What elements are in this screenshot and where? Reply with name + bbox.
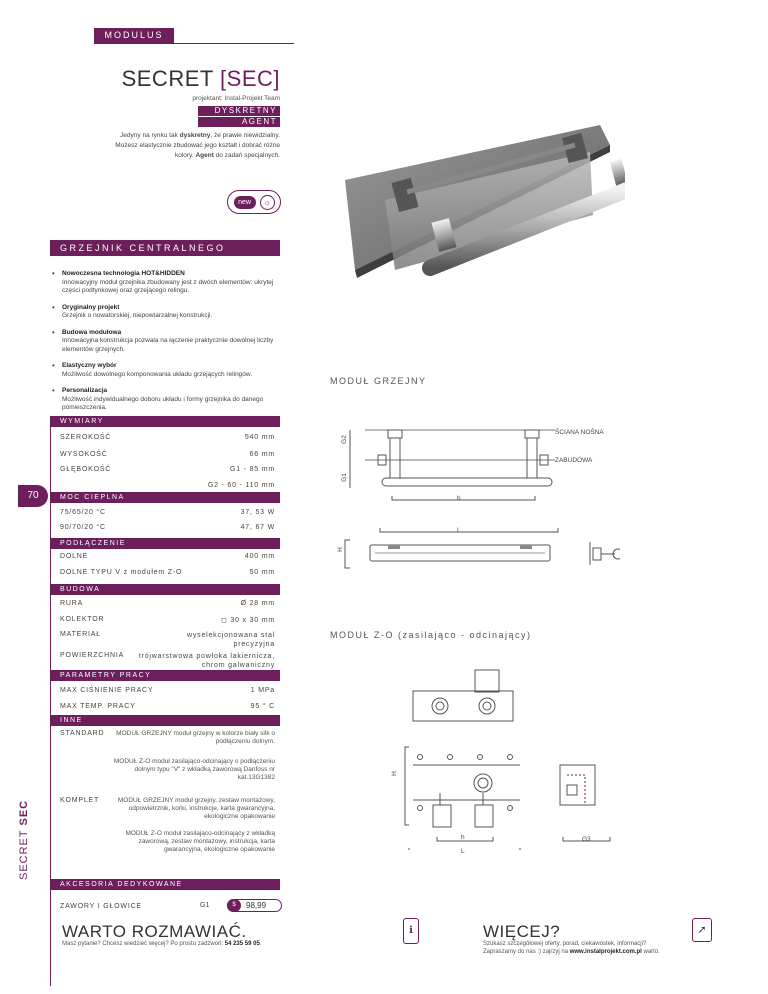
podlaczenie-header: PODŁĄCZENIE	[50, 538, 280, 549]
akcesoria-header: AKCESORIA DEDYKOWANE	[50, 879, 280, 890]
tag-dyskretny: DYSKRETNY	[198, 106, 280, 116]
modul-zo-diagram	[395, 665, 625, 850]
modul-grzejny-label: MODUŁ GRZEJNY	[330, 376, 427, 386]
feature-list	[50, 270, 282, 421]
g2-label: G2	[340, 435, 348, 444]
heating-section-header: GRZEJNIK CENTRALNEGO OGRZEWANIA	[50, 240, 280, 256]
website-link[interactable]: www.instalprojekt.com.pl	[569, 949, 642, 955]
komplet-item: MODUŁ GRZEJNY moduł grzejny, zestaw montażowy, odpowietrznik, korki, instrukcje, karta gwarancyjna, ekologiczne opakowanie	[117, 797, 275, 820]
wymiary-header: WYMIARY	[50, 416, 280, 427]
footer-left-title: WARTO ROZMAWIAĆ.	[62, 922, 247, 941]
g3-label: G3	[582, 836, 591, 843]
product-name: SECRET	[121, 66, 221, 91]
info-icon: ℹ	[403, 918, 419, 944]
parametry-header: PARAMETRY PRACY	[50, 670, 280, 681]
inne-header: INNE	[50, 715, 280, 726]
modul-zo-label: MODUŁ Z-O (zasilająco - odcinający)	[330, 630, 532, 640]
intro-text: Jedyny na rynku tak dyskretny, że prawie niewidzialny. Możesz elastycznie zbudować jego kształt i dobrać różne kolory. Agent do zadań specjalnych.	[115, 132, 280, 159]
komplet-item: MODUŁ Z-O moduł zasilająco-odcinający z wkładką zaworową, zestaw montażowy, instrukcja, karta gwarancyjna, ekologiczne opakowanie	[125, 830, 275, 853]
accessory-code: G1	[200, 902, 210, 909]
h-label-zo: h	[461, 834, 465, 841]
H-label-zo: H	[390, 771, 398, 776]
L-label-zo: L	[461, 848, 465, 855]
product-code: [SEC]	[220, 66, 280, 91]
price-tag: $ 98,99	[227, 899, 282, 912]
product-photo	[335, 120, 625, 300]
feature-item: • Nowoczesna technologia HOT&HIDDEN Innowacyjny moduł grzejnika zbudowany jest z dwóch elementów: ukrytej części podtynkowej oraz grzejącego relingu.	[50, 270, 282, 296]
product-title	[120, 66, 280, 92]
standard-item: MODUŁ Z-O moduł zasilająco-odcinający o podłączeniu dolnym typu "V" z wkładką zaworową Danfoss nr kat.13G1382	[113, 758, 275, 781]
footer-left-text: Masz pytanie? Chcesz wiedzieć więcej? Po prostu zadzwoń: 54 235 59 05.	[62, 941, 262, 947]
moc-header: MOC CIEPLNA	[50, 492, 280, 503]
footer-right-title: WIĘCEJ?	[483, 922, 561, 941]
zabudowa-label: ZABUDOWA	[555, 457, 593, 464]
footer-right-text1: Szukasz szczegółowej oferty, porad, ciekawostek, informacji?	[483, 941, 647, 947]
new-badge	[227, 190, 281, 214]
feature-item: • Elastyczny wybór Możliwość dowolnego komponowania układu grzejących relingów.	[50, 362, 282, 379]
budowa-header: BUDOWA	[50, 584, 280, 595]
side-label: SECRET SEC	[18, 799, 30, 880]
feature-item: • Personalizacja Możliwość indywidualnego doboru układu i formy grzejnika do danego pomieszczenia.	[50, 387, 282, 413]
lightbulb-icon: ☼	[260, 195, 275, 210]
sciana-label: ŚCIANA NOŚNA	[555, 429, 604, 436]
feature-item: • Oryginalny projekt Grzejnik o nowatorskiej, niepowtarzalnej konstrukcji.	[50, 304, 282, 321]
feature-item: • Budowa modułowa Innowacyjna konstrukcja pozwala na łączenie praktycznie dowolnej liczby elementów grzejnych.	[50, 329, 282, 355]
currency-icon: $	[227, 899, 241, 912]
page-number: 70	[18, 485, 48, 507]
new-label: new	[234, 196, 256, 209]
header-rule	[94, 43, 294, 44]
H-label: H	[336, 547, 344, 552]
cursor-icon: ➚	[692, 918, 712, 942]
footer-right-text2: Zapraszamy do nas :) zajrzyj na www.instalprojekt.com.pl warto.	[483, 949, 660, 955]
standard-item: MODUŁ GRZEJNY moduł grzejny w kolorze biały silk o podłączeniu dolnym.	[116, 730, 275, 745]
h-label: h	[457, 495, 461, 502]
modulus-tab: MODULUS	[94, 28, 174, 43]
designer-label: projektant: Instal-Projekt Team	[192, 95, 280, 102]
g1-label: G1	[340, 473, 348, 482]
L-label: L	[457, 527, 461, 534]
tag-agent: AGENT	[198, 117, 280, 127]
